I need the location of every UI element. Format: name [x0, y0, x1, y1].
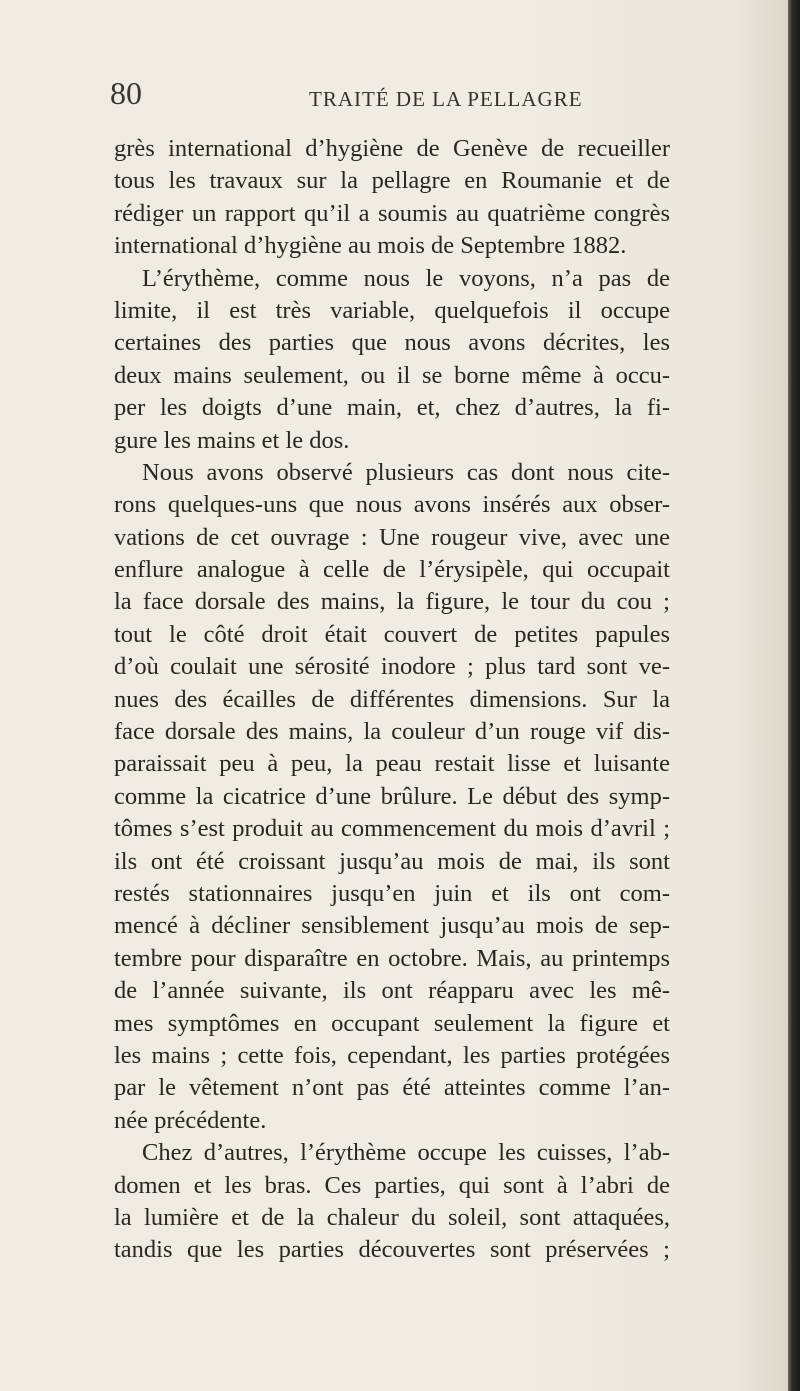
body-text	[114, 133, 670, 1267]
text-line: enflure analogue à celle de l’érysipèle, qui occupait	[114, 556, 670, 584]
text-line: international d’hygiène au mois de Septembre 1882.	[114, 232, 627, 260]
paragraph-start-line: Chez d’autres, l’érythème occupe les cuisses, l’ab-	[142, 1139, 670, 1167]
text-line: gure les mains et le dos.	[114, 426, 350, 454]
text-line: certaines des parties que nous avons décrites, les	[114, 329, 670, 357]
text-line: de l’année suivante, ils ont réapparu avec les mê-	[114, 977, 670, 1005]
text-line: deux mains seulement, ou il se borne même à occu-	[114, 361, 670, 389]
running-title: TRAITÉ DE LA PELLAGRE	[309, 87, 583, 111]
text-line: ils ont été croissant jusqu’au mois de mai, ils sont	[114, 847, 670, 875]
paragraph-start-line: Nous avons observé plusieurs cas dont nous cite-	[142, 458, 670, 486]
text-line: tous les travaux sur la pellagre en Roumanie et de	[114, 167, 670, 195]
text-line: la face dorsale des mains, la figure, le tour du cou ;	[114, 588, 670, 616]
text-line: paraissait peu à peu, la peau restait lisse et luisante	[114, 750, 670, 778]
text-line: rons quelques-uns que nous avons insérés aux obser-	[114, 491, 670, 519]
text-line: tembre pour disparaître en octobre. Mais, au printemps	[114, 944, 670, 972]
text-line: vations de cet ouvrage : Une rougeur vive, avec une	[114, 523, 670, 551]
text-line: domen et les bras. Ces parties, qui sont à l’abri de	[114, 1171, 670, 1199]
text-line: grès international d’hygiène de Genève de recueiller	[114, 135, 670, 162]
text-line: tout le côté droit était couvert de petites papules	[114, 620, 670, 648]
text-line: comme la cicatrice d’une brûlure. Le début des symp-	[114, 782, 670, 810]
page-header	[110, 77, 670, 117]
text-line: les mains ; cette fois, cependant, les parties protégées	[114, 1041, 670, 1069]
text-line: tandis que les parties découvertes sont préservées ;	[114, 1236, 670, 1264]
paragraph-start-line: L’érythème, comme nous le voyons, n’a pas de	[142, 264, 670, 292]
text-line: par le vêtement n’ont pas été atteintes comme l’an-	[114, 1074, 670, 1102]
text-line: d’où coulait une sérosité inodore ; plus tard sont ve-	[114, 653, 670, 681]
text-line: restés stationnaires jusqu’en juin et ils ont com-	[114, 879, 670, 907]
text-line: face dorsale des mains, la couleur d’un rouge vif dis-	[114, 718, 670, 746]
page-edge-shadow	[788, 0, 800, 1391]
text-line: rédiger un rapport qu’il a soumis au quatrième congrès	[114, 199, 670, 227]
text-line: per les doigts d’une main, et, chez d’autres, la fi-	[114, 394, 670, 422]
page-number: 80	[110, 75, 142, 111]
text-line: née précédente.	[114, 1106, 267, 1134]
text-line: nues des écailles de différentes dimensions. Sur la	[114, 685, 670, 713]
text-line: tômes s’est produit au commencement du mois d’avril ;	[114, 815, 670, 843]
text-line: limite, il est très variable, quelquefois il occupe	[114, 296, 670, 324]
text-line: la lumière et de la chaleur du soleil, sont attaquées,	[114, 1203, 670, 1231]
text-line: mes symptômes en occupant seulement la figure et	[114, 1009, 670, 1037]
text-line: mencé à décliner sensiblement jusqu’au mois de sep-	[114, 912, 670, 940]
